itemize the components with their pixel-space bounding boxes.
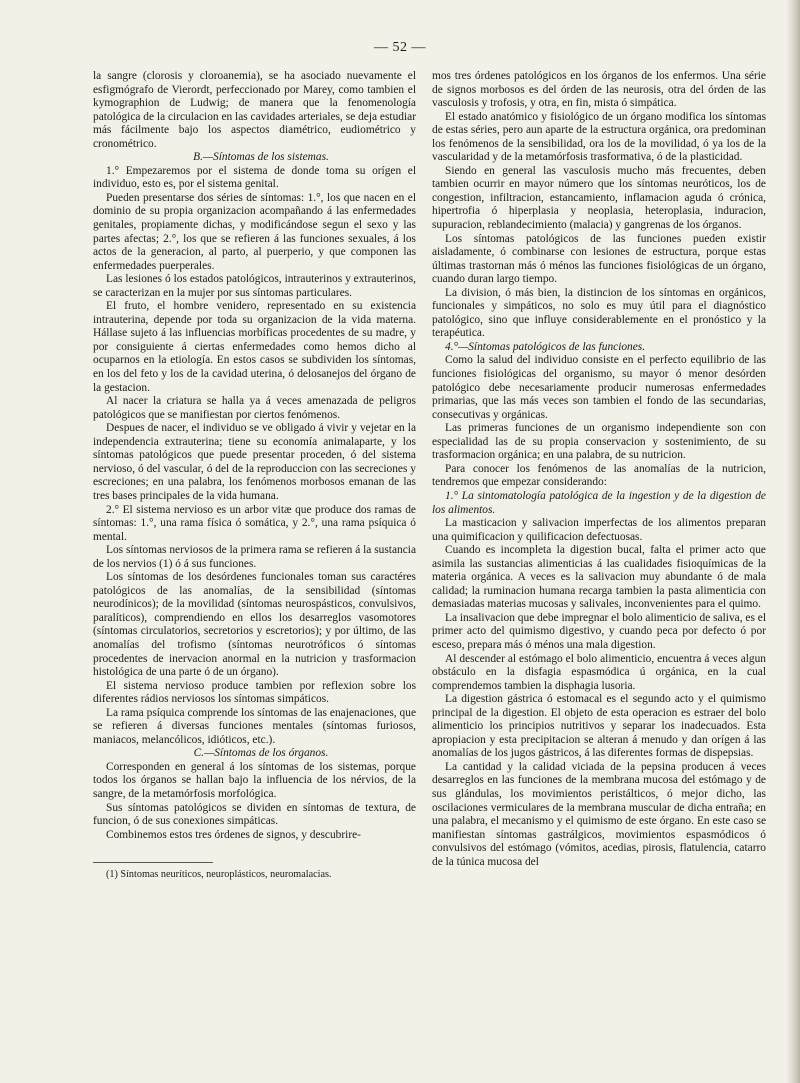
paragraph: la sangre (clorosis y cloroanemia), se ha asociado nuevamente el esfigmógrafo de Vierordt, perfeccionado por Marey, como tambien el kymographion de Ludwig; de manera que la fenomenología patológica de la circulacion en las cavidades arteriales, se deja estudiar más fácilmente bajo los aspectos diamétrico, eudiométrico y cronométrico.	[93, 70, 416, 150]
paragraph: Las primeras funciones de un organismo independiente son con especialidad las de su propia conservacion y sostenimiento, de su trasformacion orgánica; en una palabra, de su nutricion.	[432, 422, 766, 462]
paragraph: Las lesiones ó los estados patológicos, intrauterinos y extrauterinos, se caracterizan en la mujer por sus síntomas particulares.	[93, 273, 416, 299]
section-heading-b: B.—Síntomas de los sistemas.	[193, 151, 329, 164]
paragraph: Pueden presentarse dos séries de síntomas: 1.°, los que nacen en el dominio de su propia organizacion acompañando á las enfermedades genitales, propiamente dichas, y modificándose segun el sexo y las partes afectas; 2.°, los que se refieren á las funciones sexuales, á los actos de la generacion, al parto, al puerperio, y que componen las enfermedades puerperales.	[93, 191, 416, 272]
paragraph: Para conocer los fenómenos de las anomalías de la nutricion, tendremos que empezar considerando:	[432, 462, 766, 489]
section-heading-4: 4.°—Síntomas patológicos de las funciones.	[445, 340, 646, 353]
paragraph: Sus síntomas patológicos se dividen en síntomas de textura, de funcion, ó de sus conexiones simpáticas.	[93, 801, 416, 828]
paragraph: Despues de nacer, el individuo se ve obligado á vivir y vejetar en la independencia extrauterina; tiene su economía animalaparte, y los síntomas patológicos que puede presentar proceden, ó del sistema nervioso, ó del vascular, ó del de la reproduccion con las secreciones y escreciones; en una palabra, los fenómenos morbosos emanan de las tres bases principales de la vida humana.	[93, 422, 416, 502]
paragraph: La rama psíquica comprende los síntomas de las enajenaciones, que se refieren á diversas funciones mentales (síntomas furiosos, maniacos, melancólicos, idióticos, etc.).	[93, 706, 416, 746]
footnote: (1) Síntomas neuríticos, neuroplásticos, neuromalacias.	[106, 869, 332, 881]
paragraph: Combinemos estos tres órdenes de signos, y descubrire-	[106, 828, 361, 841]
paragraph: Corresponden en general á los síntomas de los sistemas, porque todos los órganos se hallan bajo la influencia de los nérvios, de la sangre, de la metamórfosis morfológica.	[93, 760, 416, 800]
paragraph: El estado anatómico y fisiológico de un órgano modifica los síntomas de estas séries, pero aun aparte de la estructura orgánica, ora predominan los fenómenos de la sensibilidad, ora los de la movilidad, ó ya los de la vascularidad y de la metamórfosis trasformativa, ó de la plasticidad.	[432, 110, 766, 164]
paragraph: El fruto, el hombre venidero, representado en su existencia intrauterina, depende por toda su organizacion de la vida materna. Hállase sujeto á las influencias morbíficas procedentes de su madre, y por consiguiente á ciertas enfermedades como hemos dicho al ocuparnos en la etiología. En estos casos se subdividen los síntomas, en los del feto y los de la cavidad uterina, ó delosanejos del órgano de la gestacion.	[93, 300, 416, 394]
right-column	[432, 70, 766, 869]
paragraph: Los síntomas patológicos de las funciones pueden existir aisladamente, ó combinarse con lesiones de estructura, porque estas últimas trastornan más ó ménos las funciones fisiológicas de un órgano, cuando duran largo tiempo.	[432, 232, 766, 286]
paragraph: La digestion gástrica ó estomacal es el segundo acto y el quimismo principal de la digestion. El objeto de esta operacion es estraer del bolo alimenticio los principios nutritivos y separar los inadecuados. Esta apropiacion y esta precipitacion se alteran á menudo y dan orígen á las anomalías de los jugos gástricos, á las diferentes formas de dispepsias.	[432, 693, 766, 760]
paragraph-italic-item: 1.° La sintomatología patológica de la ingestion y de la digestion de los alimentos.	[432, 489, 766, 516]
footnote-rule	[93, 862, 213, 863]
paragraph: La cantidad y la calidad viciada de la pepsina producen á veces desarreglos en las funciones de la membrana mucosa del estómago y de sus glándulas, los movimientos peristálticos, ó mejor dicho, las oscilaciones vermiculares de la membrana muscular de dicha entraña; en una palabra, el mecanismo y el quimismo de este órgano. En este caso se manifiestan síntomas gastrálgicos, movimientos espasmódicos ó convulsivos del estómago (vómitos, acedias, pirosis, flatulencia, catarro de la túnica mucosa del	[432, 760, 766, 868]
paragraph: Cuando es incompleta la digestion bucal, falta el primer acto que asimila las sustancias alimenticias á las cualidades fisioquímicas de la materia orgánica. A veces es la salivacion muy abundante ó de mala calidad; la ruminacion humana recarga tambien la pasta alimenticia con demasiadas materias mucosas y salivales, inconvenientes para el quimo.	[432, 544, 766, 611]
paragraph: Los síntomas de los desórdenes funcionales toman sus caractéres patológicos de las anomalías, de la sensibilidad (síntomas neurodínicos); de la movilidad (síntomas neurospásticos, convulsivos, paralíticos), comprendiendo en ellos los desarreglos vasomotores (síntomas circulatorios, secretorios y escretorios); y por último, de las anomalías del trofismo (síntomas neurotróficos ó síntomas procedentes de inervacion anormal en la nutricion y trasformacion histológica de una parte ó de un órgano).	[93, 571, 416, 679]
left-column	[93, 70, 416, 881]
page-edge-shadow	[786, 0, 800, 1083]
section-heading-c: C.—Síntomas de los órganos.	[193, 747, 329, 760]
paragraph: El sistema nervioso produce tambien por reflexion sobre los diferentes rádios nerviosos los síntomas simpáticos.	[93, 679, 416, 706]
paragraph: Como la salud del individuo consiste en el perfecto equilibrio de las funciones fisiológicas del organismo, su mayor ó menor desórden patológico debe necesariamente producir numerosas enfermedades primarias, que las más veces son tambien el fondo de las secundarias, consecutivas y orgánicas.	[432, 354, 766, 421]
paragraph: Siendo en general las vasculosis mucho más frecuentes, deben tambien ocurrir en mayor número que los síntomas neuróticos, los de congestion, infiltracion, estancamiento, inflamacion aguda ó crónica, hipertrofia ó hiperplasia y neoplasia, heteroplasia, induracion, supuracion, reblandecimiento (malacia) y gangrenas de los órganos.	[432, 164, 766, 232]
paragraph: 1.° Empezaremos por el sistema de donde toma su orígen el individuo, esto es, por el sistema genital.	[93, 164, 416, 191]
paragraph: La masticacion y salivacion imperfectas de los alimentos preparan una quimificacion y quilificacion defectuosas.	[432, 517, 766, 543]
paragraph: Al nacer la criatura se halla ya á veces amenazada de peligros patológicos que se manifiestan por ciertos fenómenos.	[93, 395, 416, 421]
page-number: — 52 —	[374, 40, 426, 55]
paragraph: La division, ó más bien, la distincion de los síntomas en orgánicos, funcionales y simpáticos, no solo es muy útil para el diagnóstico patológico, sino que influye considerablemente en el pronóstico y la terapéutica.	[432, 286, 766, 340]
paragraph: 2.° El sistema nervioso es un arbor vitæ que produce dos ramas de síntomas: 1.°, una rama física ó somática, y 2.°, una rama psíquica ó mental.	[93, 503, 416, 543]
paragraph: Al descender al estómago el bolo alimenticio, encuentra á veces algun obstáculo en la disfagia espasmódica ú orgánica, en la cual comprendemos tambien la disphagia lusoria.	[432, 652, 766, 692]
paragraph: La insalivacion que debe impregnar el bolo alimenticio de saliva, es el primer acto del quimismo digestivo, y cuando peca por defecto ó por esceso, prepara más ó ménos una mala digestion.	[432, 611, 766, 651]
paragraph: Los síntomas nerviosos de la primera rama se refieren á la sustancia de los nervios (1) ó á sus funciones.	[93, 544, 416, 570]
paragraph: mos tres órdenes patológicos en los órganos de los enfermos. Una série de signos morbosos es del órden de las neurosis, otra del órden de las vasculosis y trofosis, y otra, en fin, mista ó simpática.	[432, 70, 766, 110]
